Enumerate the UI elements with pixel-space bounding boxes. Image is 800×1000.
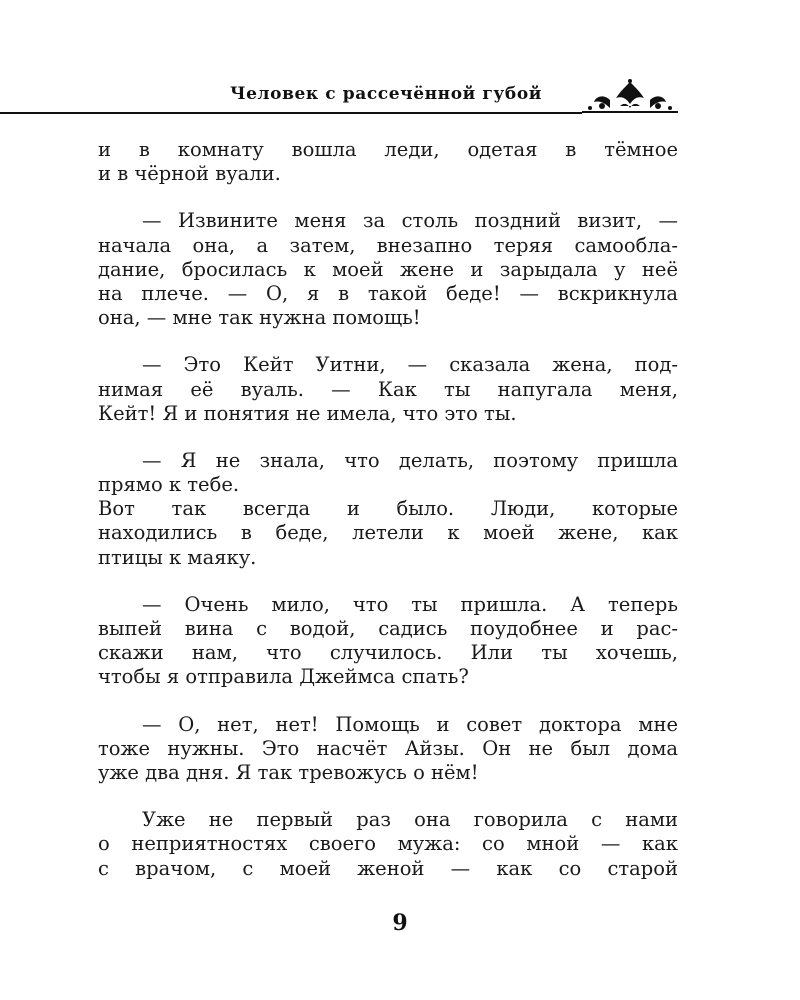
text-line: находились в беде, летели к моей жене, как: [98, 521, 678, 545]
body-text: [98, 138, 678, 881]
text-line: она, — мне так нужна помощь!: [98, 306, 421, 330]
text-line: Вот так всегда и было. Люди, которые: [98, 497, 678, 521]
text-line: уже два дня. Я так тревожусь о нём!: [98, 760, 479, 784]
paragraph: [98, 593, 678, 690]
running-header: [0, 74, 800, 118]
text-line: скажи нам, что случилось. Или ты хочешь,: [98, 641, 678, 665]
text-line: — Это Кейт Уитни, — сказала жена, под-: [142, 353, 678, 377]
text-line: начала она, а затем, внезапно теряя самообла-: [98, 233, 678, 257]
text-line: птицы к маяку.: [98, 545, 257, 569]
text-line: — Извините меня за столь поздний визит, —: [142, 209, 678, 233]
paragraph: [98, 449, 678, 570]
text-line: о неприятностях своего мужа: со мной — как: [98, 832, 678, 856]
text-line: тоже нужны. Это насчёт Айзы. Он не был дома: [98, 736, 678, 760]
text-line: выпей вина с водой, садись поудобнее и рас-: [98, 617, 678, 640]
text-line: и в чёрной вуали.: [98, 162, 281, 186]
text-line: с врачом, с моей женой — как со старой: [98, 856, 678, 880]
paragraph: [98, 209, 678, 330]
text-line: — Очень мило, что ты пришла. А теперь: [142, 592, 678, 616]
text-line: дание, бросилась к моей жене и зарыдала у неё: [98, 257, 678, 281]
header-rule: [0, 112, 582, 114]
text-line: прямо к тебе.: [98, 473, 240, 497]
text-line: чтобы я отправила Джеймса спать?: [98, 665, 469, 689]
paragraph: [98, 808, 678, 881]
text-line: — О, нет, нет! Помощь и совет доктора мне: [142, 712, 678, 736]
text-line: нимая её вуаль. — Как ты напугала меня,: [98, 377, 678, 401]
paragraph: [98, 353, 678, 426]
text-line: и в комнату вошла леди, одетая в тёмное: [98, 138, 678, 161]
running-header-title: Человек с рассечённой губой: [230, 84, 542, 104]
paragraph: [98, 138, 678, 186]
page-number: 9: [392, 910, 408, 936]
text-line: на плече. — О, я в такой беде! — вскрикнула: [98, 281, 678, 305]
text-line: Кейт! Я и понятия не имела, что это ты.: [98, 401, 517, 425]
paragraph: [98, 713, 678, 786]
ornament-icon: [580, 78, 680, 116]
text-line: Уже не первый раз она говорила с нами: [142, 808, 678, 832]
text-line: — Я не знала, что делать, поэтому пришла: [142, 448, 678, 472]
